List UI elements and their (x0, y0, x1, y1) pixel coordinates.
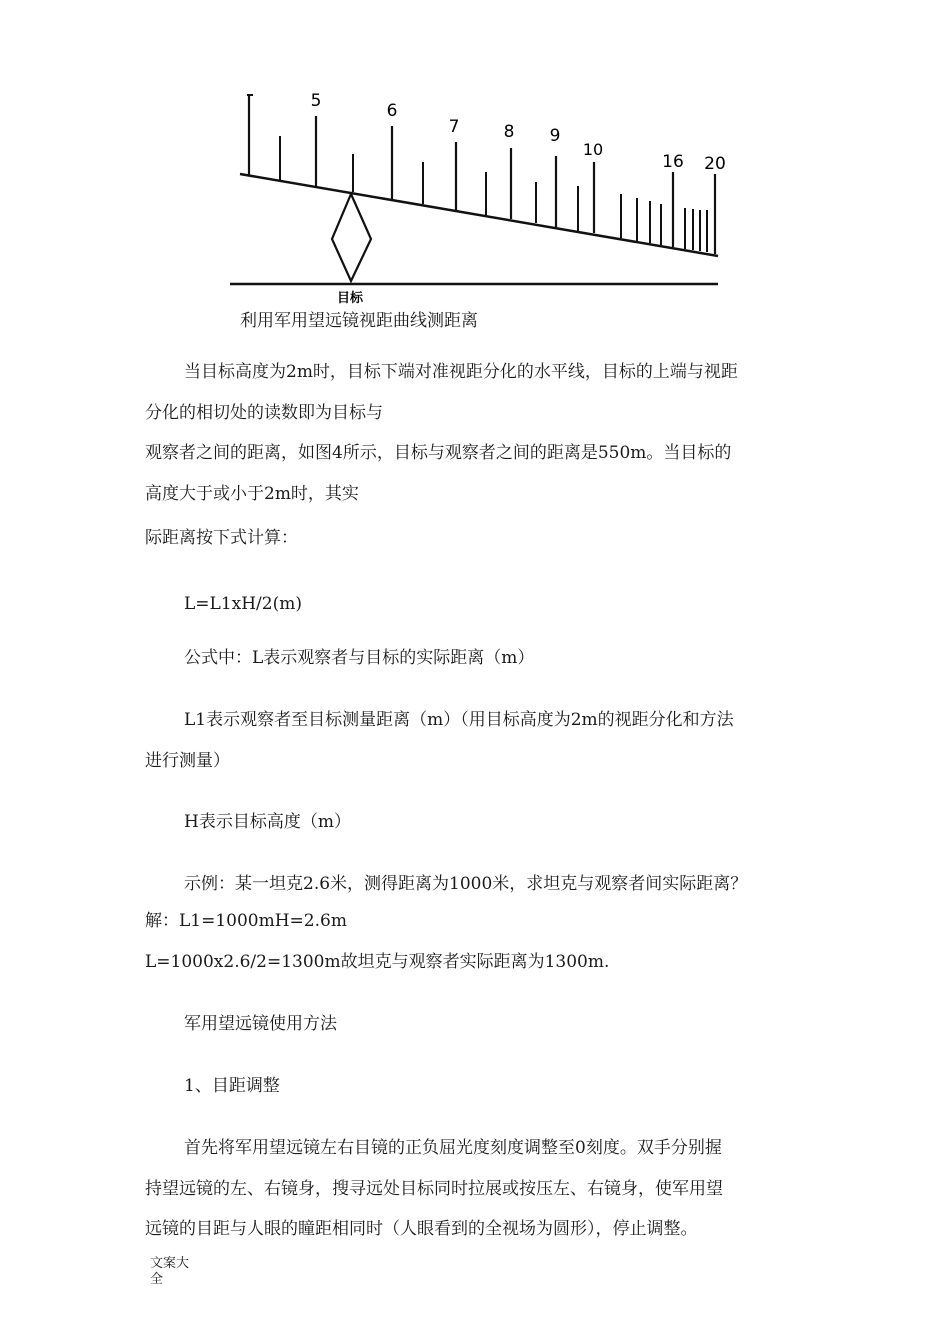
scale-label-5: 5 (310, 91, 322, 111)
figure-caption: 利用军用望远镜视距曲线测距离 (240, 311, 478, 331)
target-diamond (332, 194, 371, 281)
paragraph-line: 分化的相切处的读数即为目标与 (145, 403, 383, 423)
target-label: 目标 (336, 291, 364, 306)
paragraph-line: 当目标高度为2m时，目标下端对准视距分化的水平线，目标的上端与视距 (184, 362, 738, 382)
scale-label-16: 16 (662, 152, 684, 172)
scale-label-6: 6 (386, 101, 398, 121)
paragraph-line: 远镜的目距与人眼的瞳距相同时（人眼看到的全视场为圆形），停止调整。 (145, 1219, 698, 1239)
formula: L=L1xH/2(m) (184, 594, 302, 614)
reticle-diagram (228, 84, 728, 306)
paragraph-line: H表示目标高度（m） (184, 812, 351, 832)
paragraph-line: 持望远镜的左、右镜身，搜寻远处目标同时拉展或按压左、右镜身，使军用望 (145, 1179, 723, 1199)
rangefinder-reticle-figure (228, 84, 728, 306)
section-heading: 军用望远镜使用方法 (184, 1014, 337, 1034)
scale-label-7: 7 (448, 117, 460, 137)
paragraph-line: 高度大于或小于2m时，其实 (145, 484, 359, 504)
paragraph-line: 进行测量） (145, 751, 230, 771)
paragraph-line: L=1000x2.6/2=1300m故坦克与观察者实际距离为1300m. (145, 952, 610, 972)
scale-label-9: 9 (549, 126, 561, 146)
paragraph-line: 解：L1=1000mH=2.6m (145, 911, 347, 931)
scale-label-20: 20 (704, 154, 726, 174)
page-footer: 文案大全 (150, 1256, 190, 1287)
paragraph-line: L1表示观察者至目标测量距离（m）（用目标高度为2m的视距分化和方法 (184, 710, 734, 730)
scale-label-8: 8 (503, 122, 515, 142)
paragraph-line: 示例：某一坦克2.6米，测得距离为1000米，求坦克与观察者间实际距离？ (184, 874, 748, 894)
slope-line (240, 174, 718, 256)
paragraph-line: 公式中：L表示观察者与目标的实际距离（m） (184, 648, 535, 668)
paragraph-line: 际距离按下式计算： (145, 528, 298, 548)
paragraph-line: 首先将军用望远镜左右目镜的正负屈光度刻度调整至0刻度。双手分别握 (184, 1138, 722, 1158)
paragraph-line: 观察者之间的距离，如图4所示，目标与观察者之间的距离是550m。当目标的 (145, 443, 732, 463)
subsection-heading: 1、目距调整 (184, 1076, 280, 1096)
scale-label-10: 10 (582, 140, 604, 159)
